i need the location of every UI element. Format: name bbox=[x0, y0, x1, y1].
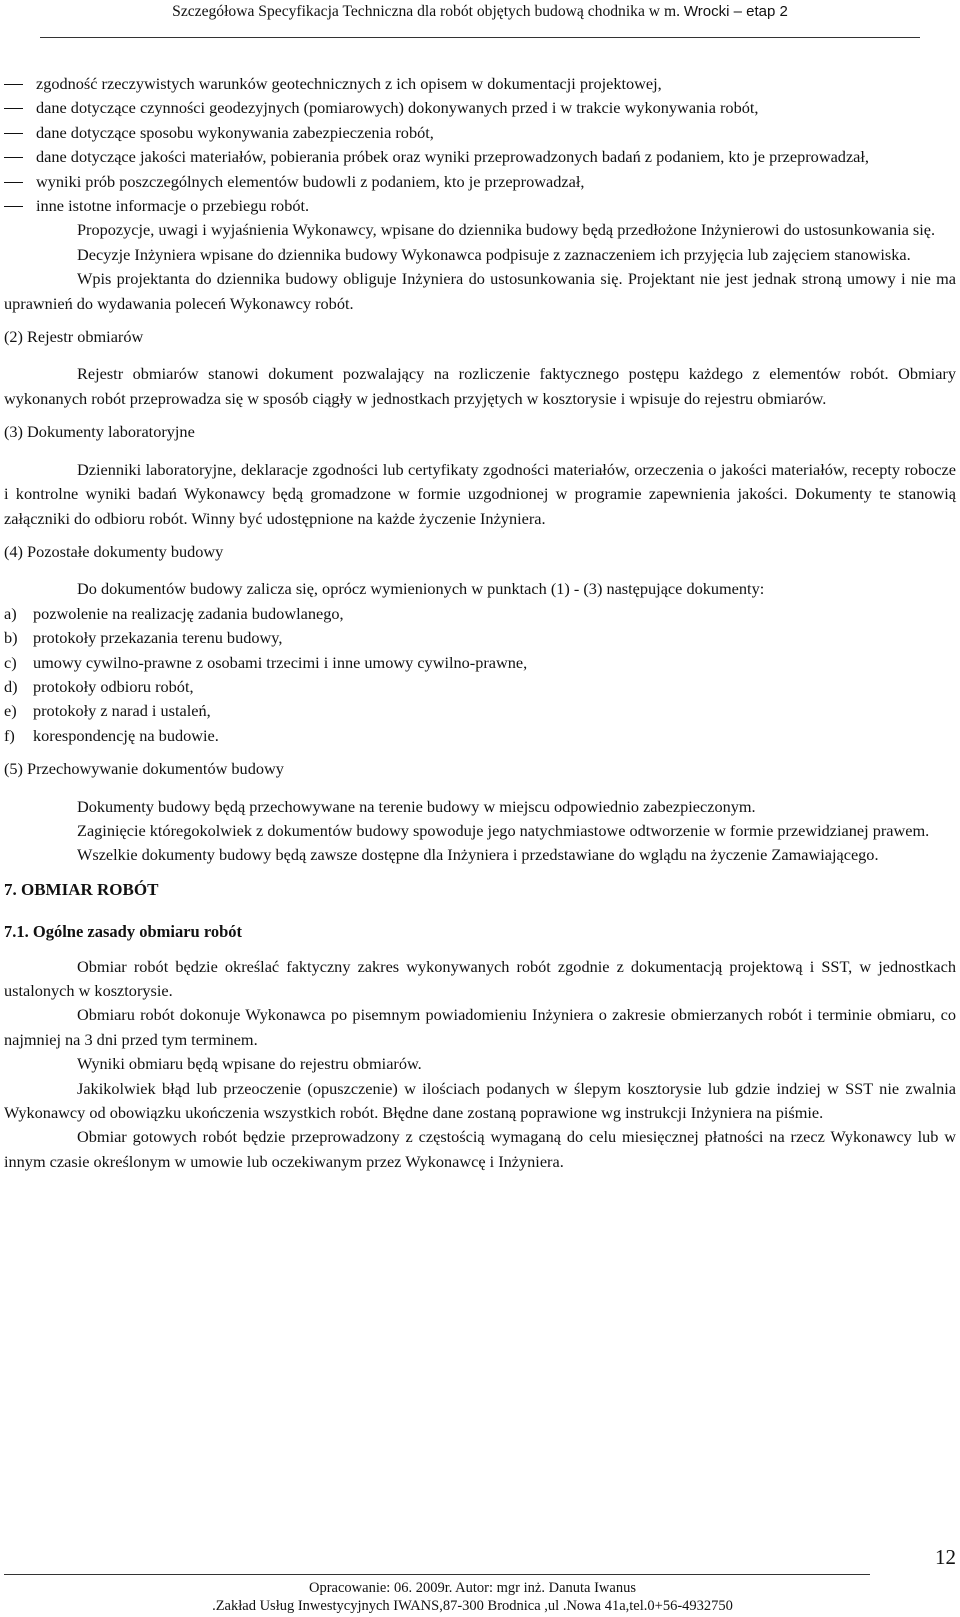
list-item-text: umowy cywilno-prawne z osobami trzecimi i inne umowy cywilno-prawne, bbox=[33, 652, 528, 672]
list-item-text: protokoły przekazania terenu budowy, bbox=[33, 628, 283, 648]
paragraph-storage-1: Dokumenty budowy będą przechowywane na terenie budowy w miejscu odpowiednio zabezpieczonym. bbox=[77, 796, 756, 816]
section-heading-7-1: 7.1. Ogólne zasady obmiaru robót bbox=[4, 922, 243, 942]
dash-list bbox=[4, 72, 956, 218]
dash-item: inne istotne informacje o przebiegu robót. bbox=[4, 194, 956, 218]
header-rule bbox=[40, 37, 920, 38]
running-header bbox=[0, 2, 960, 22]
paragraph-laboratory: Dzienniki laboratoryjne, deklaracje zgodności lub certyfikaty zgodności materiałów, orzeczenia o jakości materiałów, recepty robocze i kontrolne wyniki badań Wykonawcy będą gromadzone w formie uzgodnionej w programie zapewnienia jakości. Dokumenty te stanowią załączniki do odbioru robót. Winny być udostępnione na każde życzenie Inżyniera. bbox=[4, 459, 956, 528]
dash-item: wyniki prób poszczególnych elementów budowli z podaniem, kto je przeprowadzał, bbox=[4, 170, 956, 194]
lettered-list bbox=[4, 602, 956, 748]
list-item-text: pozwolenie na realizację zadania budowlanego, bbox=[33, 603, 344, 623]
list-letter: e) bbox=[4, 701, 17, 721]
paragraph-measure-2: Obmiaru robót dokonuje Wykonawca po pisemnym powiadomieniu Inżyniera o zakresie obmierzanych robót i terminie obmiaru, co najmniej na 3 dni przed tym terminem. bbox=[4, 1005, 956, 1049]
list-letter: c) bbox=[4, 652, 17, 672]
list-item bbox=[4, 602, 956, 626]
dash-item: dane dotyczące czynności geodezyjnych (pomiarowych) dokonywanych przed i w trakcie wykonywania robót, bbox=[4, 96, 956, 120]
list-item bbox=[4, 651, 956, 675]
paragraph-storage-2: Zaginięcie któregokolwiek z dokumentów budowy spowoduje jego natychmiastowe odtworzenie w formie przewidzianej prawem. bbox=[77, 820, 930, 840]
dash-item: zgodność rzeczywistych warunków geotechnicznych z ich opisem w dokumentacji projektowej, bbox=[4, 72, 956, 96]
header-title-tail: Wrocki – etap 2 bbox=[683, 3, 788, 20]
list-item bbox=[4, 626, 956, 650]
page-number: 12 bbox=[935, 1545, 956, 1569]
list-item-text: protokoły odbioru robót, bbox=[33, 676, 194, 696]
list-letter: f) bbox=[4, 725, 15, 745]
paragraph-wpis: Wpis projektanta do dziennika budowy obliguje Inżyniera do ustosunkowania się. Projektant nie jest jednak stroną umowy i nie ma uprawnień do wydawania poleceń Wykonawcy robót. bbox=[4, 269, 956, 313]
footer-author-line: Opracowanie: 06. 2009r. Autor: mgr inż. Danuta Iwanus bbox=[309, 1580, 636, 1596]
subheading-rejestr: (2) Rejestr obmiarów bbox=[4, 327, 144, 347]
paragraph-measure-1: Obmiar robót będzie określać faktyczny zakres wykonywanych robót zgodnie z dokumentacją projektową i SST, w jednostkach ustalonych w kosztorysie. bbox=[4, 956, 956, 1000]
subheading-other-documents: (4) Pozostałe dokumenty budowy bbox=[4, 541, 224, 561]
paragraph-storage-3: Wszelkie dokumenty budowy będą zawsze dostępne dla Inżyniera i przedstawiane do wglądu na życzenie Zamawiającego. bbox=[77, 845, 879, 865]
paragraph-measure-4: Jakikolwiek błąd lub przeoczenie (opuszczenie) w ilościach podanych w ślepym kosztorysie lub gdzie indziej w SST nie zwalnia Wykonawcy od obowiązku ukończenia wszystkich robót. Błędne dane zostaną poprawione wg instrukcji Inżyniera na piśmie. bbox=[4, 1078, 956, 1123]
list-item bbox=[4, 724, 956, 748]
dash-item: dane dotyczące jakości materiałów, pobierania próbek oraz wyniki przeprowadzonych badań z podaniem, kto je przeprowadzał, bbox=[4, 145, 956, 169]
paragraph-decyzje: Decyzje Inżyniera wpisane do dziennika budowy Wykonawca podpisuje z zaznaczeniem ich przyjęcia lub zajęciem stanowiska. bbox=[77, 244, 911, 264]
paragraph-measure-3: Wyniki obmiaru będą wpisane do rejestru obmiarów. bbox=[77, 1054, 422, 1074]
list-letter: d) bbox=[4, 676, 18, 696]
list-item bbox=[4, 699, 956, 723]
list-item-text: korespondencję na budowie. bbox=[33, 725, 219, 745]
list-item bbox=[4, 675, 956, 699]
header-title: Szczegółowa Specyfikacja Techniczna dla robót objętych budową chodnika w m. bbox=[172, 3, 680, 20]
section-heading-7: 7. OBMIAR ROBÓT bbox=[4, 879, 159, 899]
list-item-text: protokoły z narad i ustaleń, bbox=[33, 701, 211, 721]
document-body bbox=[4, 72, 956, 1174]
subheading-laboratory: (3) Dokumenty laboratoryjne bbox=[4, 422, 195, 442]
dash-item: dane dotyczące sposobu wykonywania zabezpieczenia robót, bbox=[4, 121, 956, 145]
paragraph-measure-5: Obmiar gotowych robót będzie przeprowadzony z częstością wymaganą do celu miesięcznej płatności na rzecz Wykonawcy lub w innym czasie określonym w umowie lub oczekiwanym przez Wykonawcę i Inżyniera. bbox=[4, 1127, 956, 1171]
subheading-storage: (5) Przechowywanie dokumentów budowy bbox=[4, 759, 284, 779]
paragraph-other-documents: Do dokumentów budowy zalicza się, oprócz wymienionych w punktach (1) - (3) następujące dokumenty: bbox=[77, 579, 765, 599]
footer-company-line: .Zakład Usług Inwestycyjnych IWANS,87-300 Brodnica ,ul .Nowa 41a,tel.0+56-4932750 bbox=[212, 1598, 733, 1614]
list-letter: a) bbox=[4, 603, 17, 623]
paragraph-rejestr: Rejestr obmiarów stanowi dokument pozwalający na rozliczenie faktycznego postępu każdego z elementów robót. Obmiary wykonanych robót przeprowadza się w sposób ciągły w jednostkach przyjętych w kosztorysie i wpisuje do rejestru obmiarów. bbox=[4, 364, 956, 408]
list-letter: b) bbox=[4, 628, 18, 648]
footer-rule bbox=[4, 1574, 870, 1575]
paragraph-propozycje: Propozycje, uwagi i wyjaśnienia Wykonawcy, wpisane do dziennika budowy będą przedłożone Inżynierowi do ustosunkowania się. bbox=[77, 220, 936, 240]
